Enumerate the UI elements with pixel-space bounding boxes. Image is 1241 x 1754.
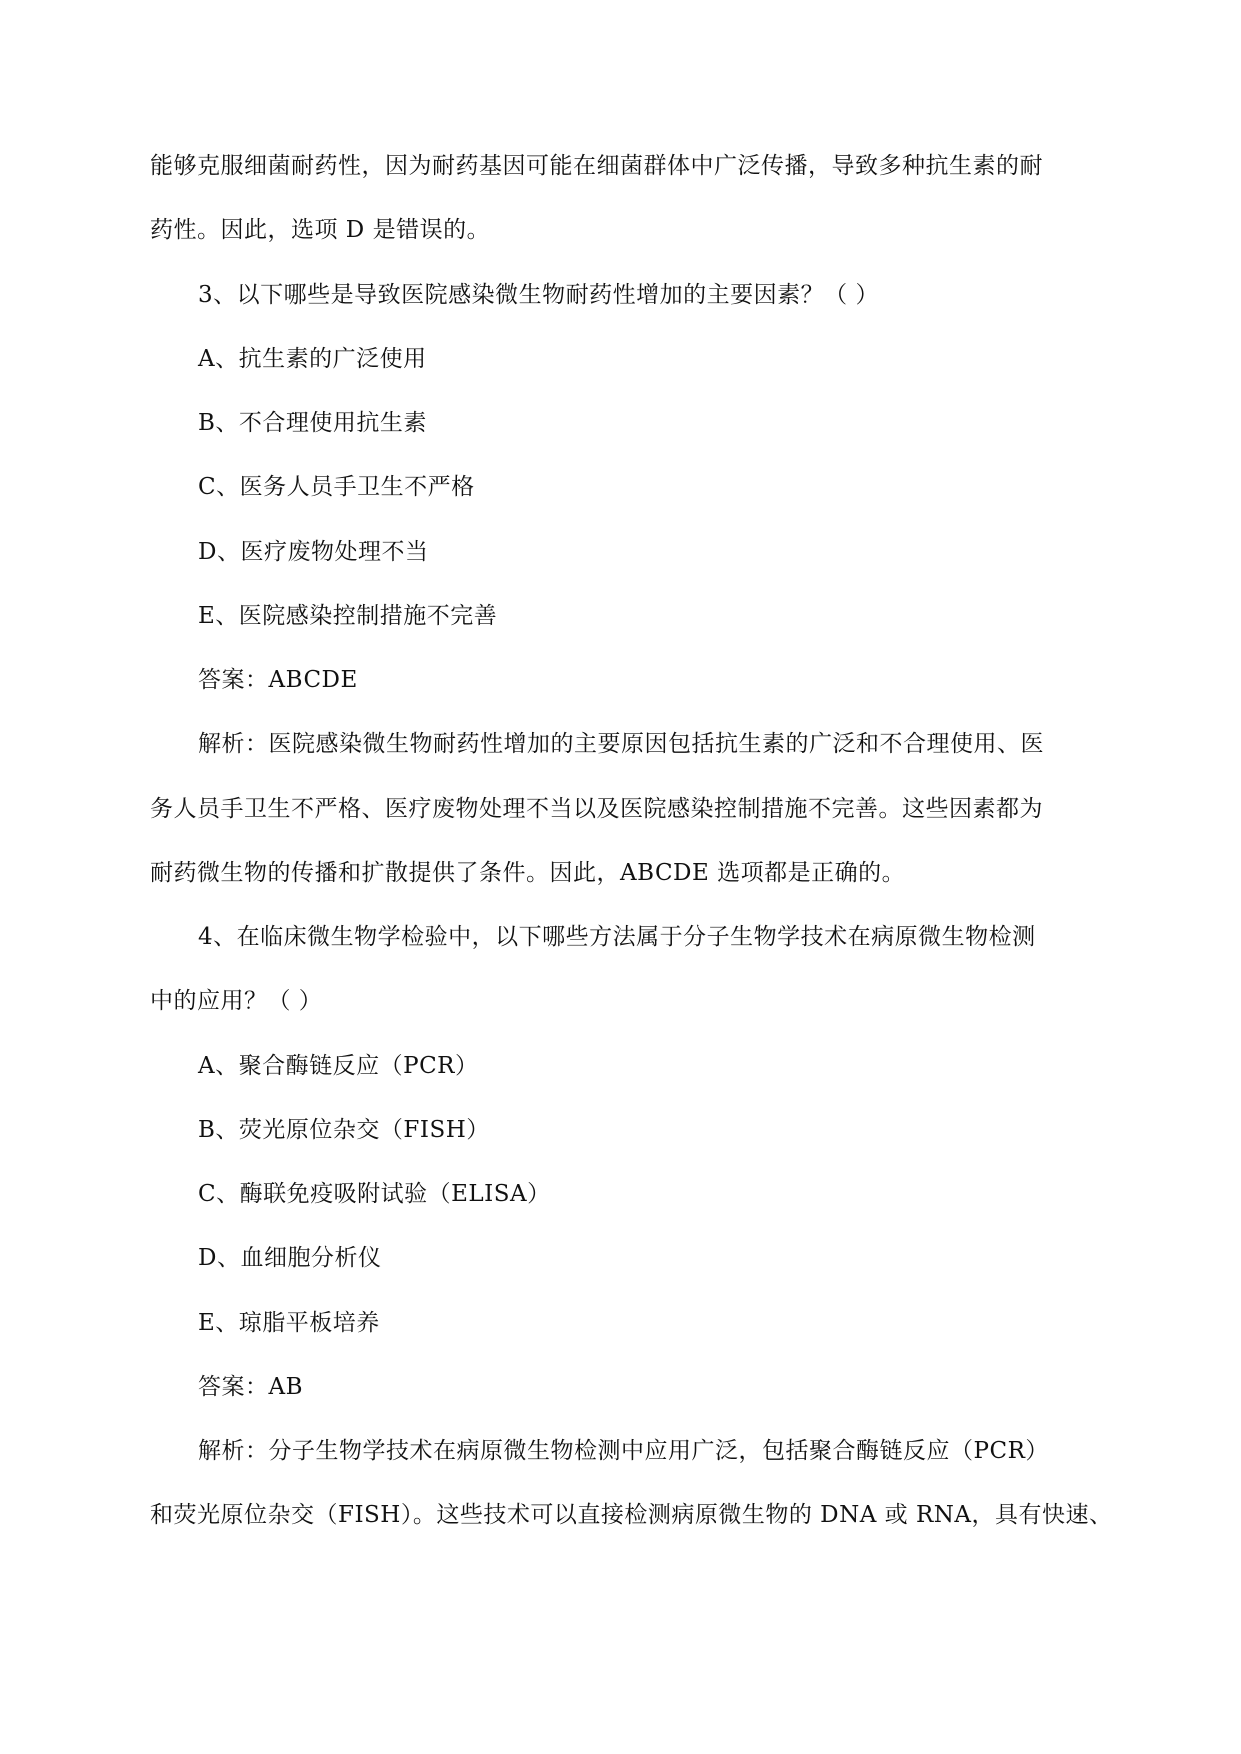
- question-4-title: 4、在临床微生物学检验中，以下哪些方法属于分子生物学技术在病原微生物检测: [198, 924, 1036, 950]
- text-line: 中的应用？（ ）: [150, 988, 323, 1014]
- text-line: 和荧光原位杂交（FISH）。这些技术可以直接检测病原微生物的 DNA 或 RNA，具有快速、: [150, 1502, 1113, 1528]
- text-line: 耐药微生物的传播和扩散提供了条件。因此，ABCDE 选项都是正确的。: [150, 860, 906, 886]
- question-4-option-a: A、聚合酶链反应（PCR）: [198, 1053, 479, 1079]
- question-3-title: 3、以下哪些是导致医院感染微生物耐药性增加的主要因素？（ ）: [198, 282, 879, 308]
- question-3-option-a: A、抗生素的广泛使用: [198, 346, 427, 372]
- text-line: 药性。因此，选项 D 是错误的。: [150, 217, 491, 243]
- question-3-answer: 答案：ABCDE: [198, 667, 358, 693]
- question-4-option-c: C、酶联免疫吸附试验（ELISA）: [198, 1181, 551, 1207]
- question-3-option-e: E、医院感染控制措施不完善: [198, 603, 498, 629]
- question-4-option-d: D、血细胞分析仪: [198, 1245, 382, 1271]
- question-4-option-e: E、琼脂平板培养: [198, 1310, 380, 1336]
- question-3-explanation: 解析：医院感染微生物耐药性增加的主要原因包括抗生素的广泛和不合理使用、医: [198, 731, 1044, 757]
- question-3-option-d: D、医疗废物处理不当: [198, 539, 429, 565]
- question-3-option-b: B、不合理使用抗生素: [198, 410, 427, 436]
- text-line: 能够克服细菌耐药性，因为耐药基因可能在细菌群体中广泛传播，导致多种抗生素的耐: [150, 153, 1043, 179]
- question-4-explanation: 解析：分子生物学技术在病原微生物检测中应用广泛，包括聚合酶链反应（PCR）: [198, 1438, 1049, 1464]
- question-4-answer: 答案：AB: [198, 1374, 304, 1400]
- text-line: 务人员手卫生不严格、医疗废物处理不当以及医院感染控制措施不完善。这些因素都为: [150, 796, 1043, 822]
- question-3-option-c: C、医务人员手卫生不严格: [198, 474, 475, 500]
- question-4-option-b: B、荧光原位杂交（FISH）: [198, 1117, 490, 1143]
